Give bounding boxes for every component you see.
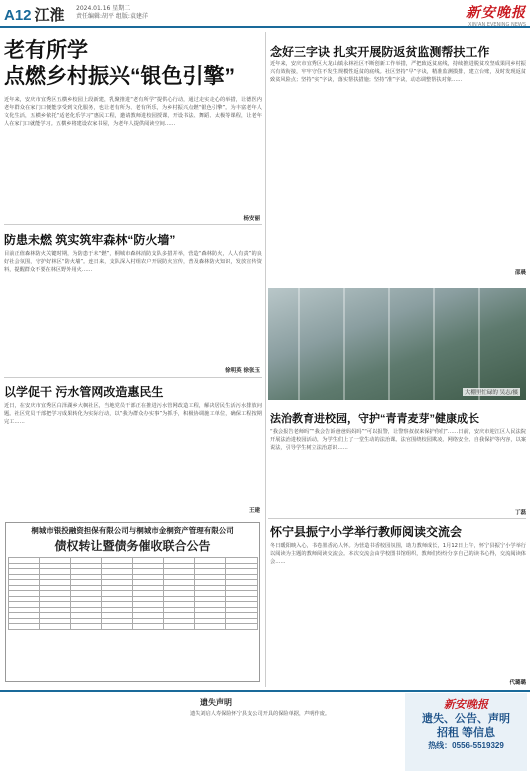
divider	[4, 377, 262, 378]
body-a2: 目前正值森林防火关键时期，为防患于未“燃”，桐城市森林消防支队多措并举，营造“森林防火，人人有责”的良好社会氛围，守护好林区“防火墙”。连日来，支队深入村组农户开展防火宣传，普及森林防火知识，发放宣传资料，提醒群众不要在林区野外用火……	[4, 251, 262, 273]
ad-table-cell	[8, 624, 39, 630]
ad-phone: 热线：0556-5519329	[428, 741, 504, 750]
ad-company: 桐城市银投融资担保有限公司与桐城市金桐资产管理有限公司	[31, 526, 234, 535]
page-number	[4, 4, 65, 25]
body-a3: 近日，在安庆市宜秀区白泽湖乡大枫社区，当地党员干部正在推进污水管网改造工程，解决居民生活污水排放问题。社区党员干部把学习成果转化为实际行动，以“我为群众办实事”为抓手，积极协调施工单位，确保工程按期完工……	[4, 403, 262, 425]
divider	[4, 224, 262, 225]
ad-table-cell	[226, 624, 257, 630]
body-a1: 近年来，安庆市宜秀区五横乡校园上段新建，乳聚推进“老有所学”提供心行动，通过走实走心的举措，让德医内老年群众在家门口便能享受到文化服务，也让老有所为、老有所乐，为乡村振兴点燃“银色引擎”。为丰富老年人文化生活，五横乡依托“适老化乐学习”惠民工程，邀请教师进校园授课，开设书法、舞蹈、太极等课程，让老年人在家门口就能学习。五横乡将建设农家书屋，为老年人提供阅读空间……	[4, 97, 262, 127]
lost-notice-title[interactable]: 遗失声明	[200, 698, 232, 707]
ad-table-cell	[195, 624, 226, 630]
editors-line: 责任编辑:胡平 组版:袁建洋	[76, 13, 148, 20]
divider	[268, 518, 526, 519]
byline-b3: 代璐璐	[509, 680, 526, 686]
byline-b2: 丁磊	[514, 510, 526, 516]
ad-table-cell	[164, 624, 195, 630]
ad-table-cell	[101, 624, 132, 630]
body-b1: 近年来，安庆市宜秀区大龙山镇永林社区不断创新工作举措，严把致返贫底线，持续推进脱贫攻坚成果同乡村振兴有效衔接，牢牢守住不发生规模性返贫的底线。社区坚持“早”字诀，精准监测摸排，建立台账，及时发现返贫致贫风险点；坚持“实”字诀，落实帮扶措施；坚持“准”字诀，动态调整帮扶对象……	[270, 61, 526, 83]
lost-notice-body: 遗失刘启人寿保险怀宁县支公司开具的保险单据，声明作废。	[190, 711, 331, 717]
debt-notice-ad	[5, 522, 260, 682]
byline-a2: 徐明英 徐张玉	[225, 368, 260, 374]
headline-b1[interactable]: 念好三字诀 扎实开展防返贫监测帮扶工作	[270, 45, 490, 59]
byline-b1: 邵晨	[514, 270, 526, 276]
body-b3: 冬日暖阳映入心，书卷墨香沁人怀。为营造书香校园氛围，助力教师成长，1月12日上午，怀宁县振宁小学举行以阅读为主题的教师阅读交流会。本次交流会由学校图书馆组织，教师们纷纷分享自己的读书心得，交流阅读体会……	[270, 543, 526, 565]
ad-table-cell	[39, 624, 70, 630]
ad-table-row	[8, 624, 257, 630]
ad-logo: 新安晚报	[444, 698, 488, 711]
body-b2: “我会报告老师吗”“我会告诉爸爸妈妈吗”“可以报警，让警察叔叔来保护你们”……日前，安庆市迎江区人民法院开展法治进校园活动，为学生们上了一堂生动的法治课。法官围绕校园欺凌、网络安全、自我保护等内容，以案说法，引导学生树立法治意识……	[270, 429, 526, 451]
ad-title: 债权转让暨债务催收联合公告	[54, 539, 211, 553]
headline-a1[interactable]: 老有所学 点燃乡村振兴“银色引擎”	[4, 39, 235, 88]
ad-line1: 遗失、公告、声明	[422, 713, 510, 725]
byline-a1: 杨安丽	[243, 216, 260, 222]
classified-ad-box[interactable]	[405, 693, 527, 771]
byline-a3: 王建	[248, 508, 260, 514]
page-num-text: A12	[4, 7, 32, 24]
headline-a2[interactable]: 防患未燃 筑实筑牢森林“防火墙”	[4, 233, 176, 247]
column-rule	[265, 32, 266, 687]
header-meta	[76, 5, 148, 21]
photo-caption: 大棚里忙碌的 吴志/摄	[464, 390, 518, 396]
greenhouse-photo	[268, 288, 526, 400]
ad-table	[8, 557, 258, 630]
newspaper-logo	[466, 2, 526, 28]
ad-table-cell	[70, 624, 101, 630]
ad-table-cell	[133, 624, 164, 630]
headline-b2[interactable]: 法治教育进校园，守护“青青麦芽”健康成长	[270, 413, 479, 425]
logo-subtext: XIN'AN EVENING NEWS	[468, 22, 526, 28]
section-name: 江淮	[34, 7, 65, 24]
ad-line2: 招租 等信息	[436, 727, 496, 739]
issue-date: 2024.01.16 星期二	[76, 5, 131, 12]
headline-b3[interactable]: 怀宁县振宁小学举行教师阅读交流会	[270, 525, 463, 539]
logo-text: 新安晚报	[466, 5, 526, 21]
page-header	[0, 0, 530, 28]
headline-a3[interactable]: 以学促干 污水管网改造惠民生	[4, 385, 164, 399]
